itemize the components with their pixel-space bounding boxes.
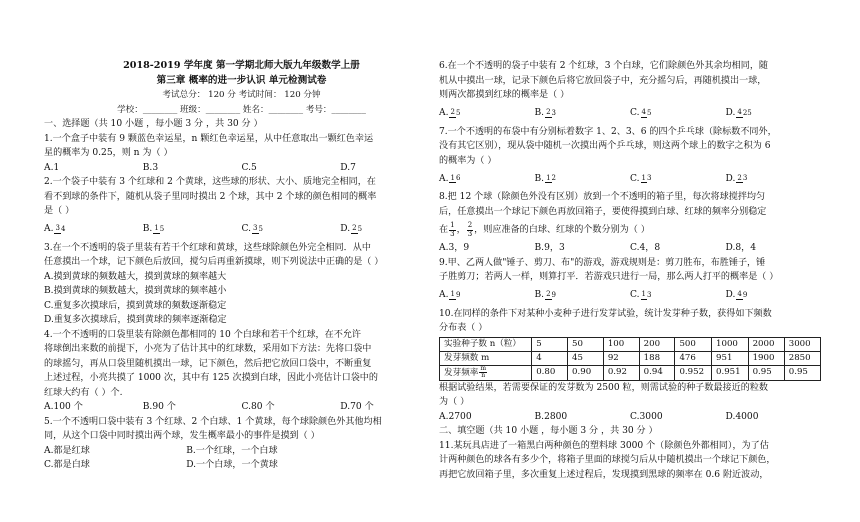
fraction: 4 25 <box>737 108 752 117</box>
question-line: 是（ ） <box>44 206 75 216</box>
table-cell: 1000 <box>712 337 749 351</box>
table-row <box>440 365 821 380</box>
options <box>439 241 821 256</box>
option-a[interactable]: A.摸到黄球的频数越大，摸到黄球的频率越大 <box>44 271 227 282</box>
question-line: 后，任意摸出一个球记下颜色再放回箱子，要使得摸到白球、红球的频率分别稳定 <box>439 206 767 217</box>
question-line: 星的概率为 0.25，则 n 为（ ） <box>44 148 173 158</box>
question-line: 5.一个不透明口袋中装有 3 个红球、2 个白球、1 个黄球，每个球除颜色外其他均相 <box>44 416 382 427</box>
option-b[interactable]: B.摸到黄球的频数越大，摸到黄球的频率越小 <box>44 286 227 296</box>
question-line: 上述过程，小亮共摸了 1000 次，其中有 125 次摸到白球，因此小亮估计口袋中的 <box>44 373 378 383</box>
table-cell: 45 <box>568 351 604 365</box>
question-line: 的概率为（ ） <box>439 155 497 166</box>
options <box>439 410 821 425</box>
right-column <box>439 0 821 482</box>
option-a[interactable]: A.2700 <box>439 411 472 422</box>
table-cell: 2850 <box>784 351 820 365</box>
table-cell: 50 <box>568 337 604 351</box>
question-8 <box>439 190 821 256</box>
fraction: 1 6 <box>450 173 461 183</box>
fraction: $\frac{1}{3}$ <box>450 221 455 238</box>
fraction: 1 3 <box>641 290 652 299</box>
option-c[interactable]: C.4，8 <box>630 243 661 253</box>
option-d[interactable]: D.70 个 <box>340 402 374 412</box>
question-line: 分布表（ ） <box>439 323 488 333</box>
question-line: 计两种颜色的球各有多少个，将箱子里面的球搅匀后从中随机摸出一个球记下颜色， <box>439 455 776 465</box>
exam-info: 考试总分： 120 分 考试时间： 120 分钟 <box>162 90 321 100</box>
question-line: 再把它放回箱子里，多次重复上述过程后，发现摸到黑球的频率在 0.6 附近波动， <box>439 469 769 480</box>
option-a[interactable]: A.3，9 <box>439 243 470 253</box>
table-row <box>440 337 821 351</box>
exam-subtitle: 第三章 概率的进一步认识 单元检测试卷 <box>156 74 327 86</box>
question-6 <box>439 59 821 125</box>
row-header: 实验种子数 n（粒） <box>440 337 532 351</box>
fraction: 1 2 <box>546 173 557 183</box>
option-a[interactable]: A. 3 4 <box>44 222 143 237</box>
fraction: 1 5 <box>154 224 165 233</box>
option-c[interactable]: C. 1 3 <box>630 288 726 303</box>
question-11 <box>439 439 821 483</box>
question-line: 为（ ） <box>439 397 470 407</box>
table-cell: 0.95 <box>784 365 820 380</box>
option-b[interactable]: B.3 <box>142 162 159 173</box>
option-c[interactable]: C. 1 3 <box>630 172 726 187</box>
question-3 <box>44 241 439 328</box>
table-cell: 0.94 <box>639 365 675 380</box>
question-line: 同，从这个口袋中同时摸出两个球，发生概率最小的事件是摸到（ ） <box>44 431 320 441</box>
option-c[interactable]: C.80 个 <box>241 402 275 412</box>
fraction: 3 4 <box>55 224 66 233</box>
option-b[interactable]: B.2800 <box>534 411 568 422</box>
table-cell: 2000 <box>748 337 784 351</box>
option-b[interactable]: B. 2 9 <box>535 288 631 303</box>
table-cell: 0.952 <box>675 365 712 380</box>
option-c[interactable]: C. 4 5 <box>630 106 726 121</box>
question-line: 4.一个不透明的口袋里装有除颜色都相同的 10 个白球和若干个红球，在不允许 <box>44 329 362 340</box>
table-cell: 4 <box>532 351 568 365</box>
option-a[interactable]: A. 1 9 <box>439 288 535 303</box>
option-d[interactable]: D. 4 9 <box>726 288 822 303</box>
fraction: 2 5 <box>450 108 461 117</box>
option-c[interactable]: C.3000 <box>630 411 663 422</box>
section-choice-heading: 一、选择题（共 10 小题 ，每小题 3 分 ，共 30 分 ） <box>44 119 263 129</box>
question-line: 1.一个盒子中装有 9 颗蓝色幸运星，n 颗红色幸运星，从中任意取出一颗红色幸运 <box>44 133 374 144</box>
question-line: 红球大约有（ ）个. <box>44 387 123 398</box>
table-cell: 0.951 <box>712 365 749 380</box>
options <box>439 285 821 307</box>
option-a[interactable]: A. 2 5 <box>439 106 535 121</box>
question-line: 根据试验结果，若需要保证的发芽数为 2500 粒，则需试验的种子数最接近的粒数 <box>439 382 769 393</box>
options <box>44 161 439 176</box>
question-9 <box>439 256 821 307</box>
question-10 <box>439 307 821 425</box>
table-cell: 1900 <box>748 351 784 365</box>
fraction: $\frac{m}{n}$ <box>480 364 487 379</box>
fraction: 1 3 <box>641 173 652 183</box>
table-cell: 500 <box>675 337 712 351</box>
fraction: $\frac{2}{3}$ <box>467 221 473 238</box>
table-cell: 188 <box>639 351 675 365</box>
fraction: 1 9 <box>450 290 461 299</box>
question-line: 机从中摸出一球，记录下颜色后将它放回袋子中，充分摇匀后，再随机摸出一球， <box>439 75 767 86</box>
table-cell: 0.95 <box>748 365 784 380</box>
exam-title: 2018-2019 学年度 第一学期北师大版九年级数学上册 <box>123 60 360 71</box>
table-cell: 200 <box>639 337 675 351</box>
question-line: 没有其它区别），现从袋中随机一次摸出两个乒乓球，则这两个球上的数字之积为 6 <box>439 141 771 151</box>
option-c[interactable]: C.都是白球 <box>44 460 90 470</box>
question-1 <box>44 132 439 176</box>
question-line: 将球倒出来数的前提下，小亮为了估计其中的红球数，采用如下方法：先将口袋中 <box>44 344 372 354</box>
table-row <box>440 351 821 365</box>
question-line: 6.在一个不透明的袋子中装有 2 个红球，3 个白球，它们除颜色外其余均相同，随 <box>439 61 769 71</box>
section-fill-heading: 二、填空题（共 10 小题 ，每小题 3 分 ，共 30 分 ） <box>439 426 658 436</box>
option-b[interactable]: B.一个红球，一个白球 <box>186 445 278 456</box>
option-d[interactable]: D. 2 5 <box>340 222 439 237</box>
options <box>439 168 821 190</box>
table-cell: 3000 <box>784 337 820 351</box>
fraction: 3 5 <box>253 224 263 233</box>
fraction: 2 3 <box>737 173 748 183</box>
fraction: 2 5 <box>352 224 363 233</box>
question-line: 8.把 12 个球（除颜色外没有区别）放到一个不透明的箱子里，每次将球搅拌均匀 <box>439 192 766 202</box>
option-a[interactable]: A. 1 6 <box>439 172 535 187</box>
option-d[interactable]: D. 4 25 <box>726 106 822 121</box>
table-cell: 92 <box>603 351 639 365</box>
option-d[interactable]: D.一个白球，一个黄球 <box>186 460 278 470</box>
option-b[interactable]: B.9，3 <box>534 243 565 253</box>
question-line: 9.甲、乙两人做"锤子、剪刀、布"的游戏，游戏规则是：剪刀胜布，布胜锤子，锤 <box>439 257 766 268</box>
question-line: 则两次都摸到红球的概率是（ ） <box>439 90 570 100</box>
student-info: 学校：________ 班级：________ 姓名：________ 考号：________ <box>117 104 366 115</box>
question-line: 子胜剪刀；若两人一样，则算打平．若游戏只进行一局，那么两人打平的概率是（ ） <box>439 272 779 282</box>
option-c[interactable]: C.5 <box>241 162 257 173</box>
question-line: 10.在同样的条件下对某种小麦种子进行发芽试验，统计发芽种子数，获得如下频数 <box>439 308 772 319</box>
question-5 <box>44 415 439 473</box>
table-cell: 476 <box>675 351 712 365</box>
option-d[interactable]: D.8，4 <box>725 243 757 253</box>
question-7 <box>439 125 821 191</box>
option-a[interactable]: A.都是红球 <box>44 445 90 456</box>
fraction: 2 9 <box>546 290 557 299</box>
table-cell: 0.80 <box>532 365 568 380</box>
germination-table <box>439 337 821 381</box>
option-d[interactable]: D.重复多次摸球后，摸到黄球的频率逐渐稳定 <box>44 315 227 325</box>
question-line: 3.在一个不透明的袋子里装有若干个红球和黄球，这些球除颜色外完全相同．从中 <box>44 242 371 253</box>
question-line: 看不到球的条件下，随机从袋子里同时摸出 2 个球，其中 2 个球的颜色相同的概率 <box>44 191 377 202</box>
question-2 <box>44 175 439 241</box>
option-b[interactable]: B. 1 2 <box>535 172 631 187</box>
table-cell: 5 <box>532 337 568 351</box>
option-d[interactable]: D.4000 <box>725 411 759 422</box>
left-column <box>44 0 439 473</box>
table-cell: 0.92 <box>603 365 639 380</box>
question-line: 的球摇匀，再从口袋里随机摸出一球，记下颜色，然后把它放回口袋中，不断重复 <box>44 358 372 369</box>
question-line: 任意摸出一个球，记下颜色后放回，搅匀后再重新摸球，则下列说法中正确的是（ ） <box>44 257 384 267</box>
options <box>44 400 439 415</box>
options <box>44 219 439 241</box>
question-line: 在 $\frac{1}{3}$ ， $\frac{2}{3}$ ，则应准备的白球、红球的个数分别为（ ） <box>439 221 650 238</box>
option-c[interactable]: C.重复多次摸球后，摸到黄球的频数逐渐稳定 <box>44 300 227 311</box>
option-c[interactable]: C. 3 5 <box>242 222 341 237</box>
option-b[interactable]: B.90 个 <box>142 402 176 412</box>
question-line: 11.某玩具店进了一箱黑白两种颜色的塑料球 3000 个（除颜色外都相同），为了估 <box>439 440 769 451</box>
option-a[interactable]: A.1 <box>44 162 60 173</box>
fraction: 2 3 <box>546 108 557 117</box>
table-cell: 0.90 <box>568 365 604 380</box>
option-b[interactable]: B. 1 5 <box>143 222 242 237</box>
row-header: 发芽频数 m <box>440 351 532 365</box>
option-a[interactable]: A.100 个 <box>44 402 83 412</box>
table-cell: 951 <box>712 351 749 365</box>
question-4 <box>44 328 439 415</box>
question-line: 7.一个不透明的布袋中有分别标着数字 1、2、3、6 的四个乒乓球（除标数不同外， <box>439 126 777 137</box>
row-header: 发芽频率 $\frac{m}{n}$ <box>440 365 532 380</box>
question-line: 2.一个袋子中装有 3 个红球和 2 个黄球，这些球的形状、大小、质地完全相同，在 <box>44 177 376 187</box>
option-d[interactable]: D.7 <box>340 162 356 173</box>
fraction: 4 5 <box>641 108 652 117</box>
options <box>44 458 439 473</box>
option-b[interactable]: B. 2 3 <box>535 106 631 121</box>
options <box>44 444 439 459</box>
options <box>439 103 821 125</box>
option-d[interactable]: D. 2 3 <box>726 172 822 187</box>
table-cell: 100 <box>603 337 639 351</box>
fraction: 4 9 <box>737 290 748 299</box>
